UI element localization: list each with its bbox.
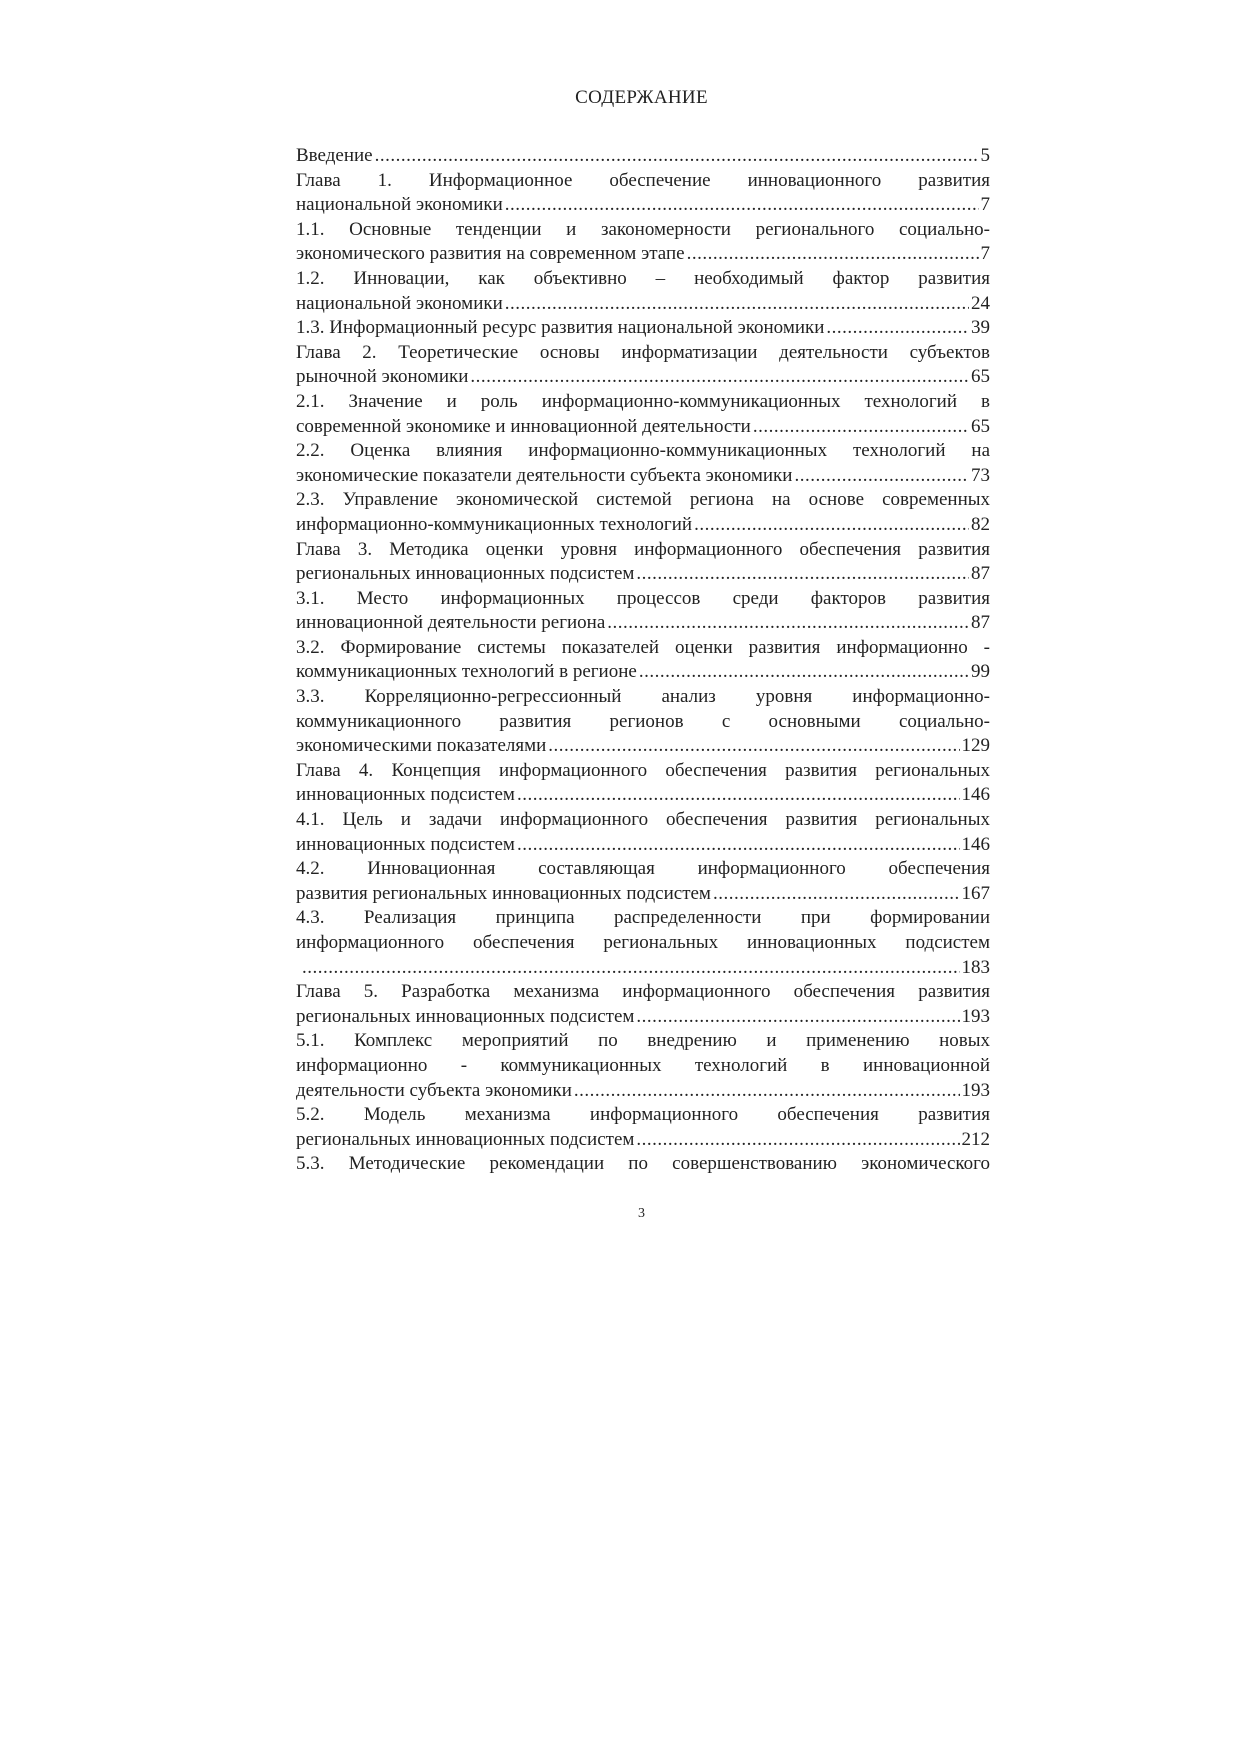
toc-entry-last-line (296, 464, 990, 489)
toc-entry-last-line (296, 365, 990, 390)
toc-entry-line: 2.1. Значение и роль информационно-коммуникационных технологий в (296, 390, 990, 412)
toc-entry[interactable] (296, 144, 990, 169)
toc-entry-text: развития региональных инновационных подсистем (296, 882, 711, 904)
toc-entry[interactable] (296, 538, 990, 587)
dot-leader (794, 464, 969, 489)
toc-entry[interactable] (296, 488, 990, 537)
toc-page-number: 7 (980, 243, 990, 265)
toc-entry-line: коммуникационного развития регионов с основными социально- (296, 710, 990, 732)
toc-page-number: 65 (971, 415, 990, 437)
toc-entry-line: 2.3. Управление экономической системой региона на основе современных (296, 489, 990, 511)
toc-entry[interactable] (296, 587, 990, 636)
toc-page-number: 87 (971, 612, 990, 634)
toc-entry[interactable] (296, 218, 990, 267)
toc-entry-last-line (296, 1128, 990, 1153)
toc-entry-text: региональных инновационных подсистем (296, 1128, 635, 1150)
toc-entry[interactable] (296, 685, 990, 759)
toc-entry[interactable] (296, 1103, 990, 1152)
toc-page-number: 5 (980, 145, 990, 166)
page-title: СОДЕРЖАНИЕ (575, 87, 708, 108)
toc-page-number: 73 (971, 464, 990, 486)
toc-entry-line: информационного обеспечения региональных инновационных подсистем (296, 932, 990, 953)
dot-leader (505, 292, 969, 317)
dot-leader (694, 513, 969, 538)
dot-leader (639, 660, 969, 685)
toc-entry[interactable] (296, 316, 990, 341)
dot-leader (636, 562, 969, 587)
dot-leader (574, 1079, 960, 1104)
toc-entry[interactable] (296, 267, 990, 316)
toc-entry-line: 1.1. Основные тенденции и закономерности регионального социально- (296, 218, 990, 240)
toc-entry-line: 4.1. Цель и задачи информационного обеспечения развития региональных (296, 809, 990, 831)
dot-leader (826, 316, 969, 341)
toc-entry-last-line (296, 316, 990, 341)
toc-entry-text: инновационных подсистем (296, 833, 515, 855)
toc-page-number: 65 (971, 366, 990, 388)
toc-entry-line: 5.1. Комплекс мероприятий по внедрению и применению новых (296, 1030, 990, 1052)
toc-entry-last-line (296, 415, 990, 440)
dot-leader (753, 415, 969, 440)
toc-entry-text: современной экономике и инновационной деятельности (296, 415, 751, 437)
toc-entry-text: рыночной экономики (296, 366, 469, 388)
toc-page-number: 24 (971, 292, 990, 314)
page-number: 3 (638, 1206, 645, 1221)
toc-entry-text: региональных инновационных подсистем (296, 563, 635, 585)
toc-entry-last-line (296, 193, 990, 218)
toc-page-number: 39 (971, 317, 990, 339)
toc-entry-line: 4.2. Инновационная составляющая информационного обеспечения (296, 858, 990, 880)
toc-entry-last-line (296, 144, 990, 169)
toc-entry-line: Глава 3. Методика оценки уровня информационного обеспечения развития (296, 538, 990, 560)
dot-leader (713, 882, 960, 907)
toc-entry-last-line (296, 292, 990, 317)
toc-entry-text: коммуникационных технологий в регионе (296, 661, 637, 683)
toc-entry-line: Глава 1. Информационное обеспечение инновационного развития (296, 169, 990, 191)
toc-entry-text: инновационной деятельности региона (296, 612, 606, 634)
toc-entry-last-line (296, 513, 990, 538)
toc-entry-text: региональных инновационных подсистем (296, 1005, 635, 1027)
toc-entry-line: информационно - коммуникационных технологий в инновационной (296, 1054, 990, 1076)
toc-page-number: 167 (961, 882, 990, 904)
toc-entry-line: 1.2. Инновации, как объективно – необходимый фактор развития (296, 267, 990, 289)
toc-entry-line: 5.3. Методические рекомендации по совершенствованию экономического (296, 1153, 990, 1175)
toc-entry-text: Введение (296, 145, 373, 166)
toc-entry-last-line (296, 882, 990, 907)
table-of-contents (296, 144, 990, 1177)
dot-leader (517, 783, 960, 808)
toc-entry-last-line (296, 660, 990, 685)
dot-leader (548, 734, 959, 759)
toc-entry-line: Глава 5. Разработка механизма информационного обеспечения развития (296, 981, 990, 1003)
toc-page-number: 212 (961, 1128, 990, 1150)
toc-entry-last-line (296, 783, 990, 808)
toc-entry[interactable] (296, 341, 990, 390)
dot-leader (505, 193, 979, 218)
toc-entry-last-line (296, 956, 990, 981)
dot-leader (375, 144, 979, 169)
toc-entry-line: 4.3. Реализация принципа распределенности при формировании (296, 907, 990, 929)
toc-entry[interactable] (296, 169, 990, 218)
toc-entry-text: экономическими показателями (296, 735, 547, 757)
toc-entry[interactable] (296, 439, 990, 488)
toc-entry-line: 3.3. Корреляционно-регрессионный анализ уровня информационно- (296, 686, 990, 708)
toc-entry[interactable] (296, 808, 990, 857)
dot-leader (636, 1128, 959, 1153)
toc-entry-text: экономические показатели деятельности субъекта экономики (296, 464, 793, 486)
toc-page-number: 7 (980, 194, 990, 216)
toc-entry-line: Глава 4. Концепция информационного обеспечения развития региональных (296, 759, 990, 781)
toc-entry-last-line (296, 734, 990, 759)
toc-entry-line: 3.2. Формирование системы показателей оценки развития информационно - (296, 636, 990, 658)
toc-entry-last-line (296, 1005, 990, 1030)
toc-entry-text: информационно-коммуникационных технологий (296, 513, 693, 535)
toc-entry-text: инновационных подсистем (296, 784, 515, 806)
toc-entry-line: Глава 2. Теоретические основы информатизации деятельности субъектов (296, 341, 990, 363)
toc-entry-last-line (296, 242, 990, 267)
toc-entry[interactable] (296, 390, 990, 439)
dot-leader (607, 611, 969, 636)
toc-page-number: 146 (961, 833, 990, 855)
toc-entry[interactable] (296, 980, 990, 1029)
dot-leader (517, 833, 960, 858)
toc-page-number: 193 (961, 1079, 990, 1101)
toc-entry[interactable] (296, 1152, 990, 1177)
toc-entry[interactable] (296, 759, 990, 808)
dot-leader (302, 956, 960, 981)
toc-page-number: 193 (961, 1005, 990, 1027)
toc-entry-last-line (296, 833, 990, 858)
toc-page-number: 82 (971, 513, 990, 535)
toc-page-number: 87 (971, 563, 990, 585)
toc-entry-last-line (296, 1079, 990, 1104)
toc-entry-text: экономического развития на современном этапе (296, 243, 685, 265)
toc-page-number: 183 (961, 956, 990, 978)
dot-leader (636, 1005, 959, 1030)
toc-entry-last-line (296, 562, 990, 587)
toc-entry-text: деятельности субъекта экономики (296, 1079, 572, 1101)
toc-page-number: 99 (971, 661, 990, 683)
dot-leader (687, 242, 979, 267)
toc-entry[interactable] (296, 857, 990, 906)
toc-entry[interactable] (296, 1029, 990, 1103)
toc-entry[interactable] (296, 636, 990, 685)
toc-entry[interactable] (296, 906, 990, 980)
toc-entry-text: 1.3. Информационный ресурс развития национальной экономики (296, 317, 825, 339)
toc-entry-line: 2.2. Оценка влияния информационно-коммуникационных технологий на (296, 440, 990, 462)
toc-entry-text: национальной экономики (296, 292, 503, 314)
dot-leader (470, 365, 969, 390)
toc-entry-text: национальной экономики (296, 194, 503, 216)
toc-page-number: 129 (961, 735, 990, 757)
toc-entry-line: 5.2. Модель механизма информационного обеспечения развития (296, 1104, 990, 1126)
toc-entry-line: 3.1. Место информационных процессов среди факторов развития (296, 587, 990, 609)
toc-page-number: 146 (961, 784, 990, 806)
toc-entry-last-line (296, 611, 990, 636)
